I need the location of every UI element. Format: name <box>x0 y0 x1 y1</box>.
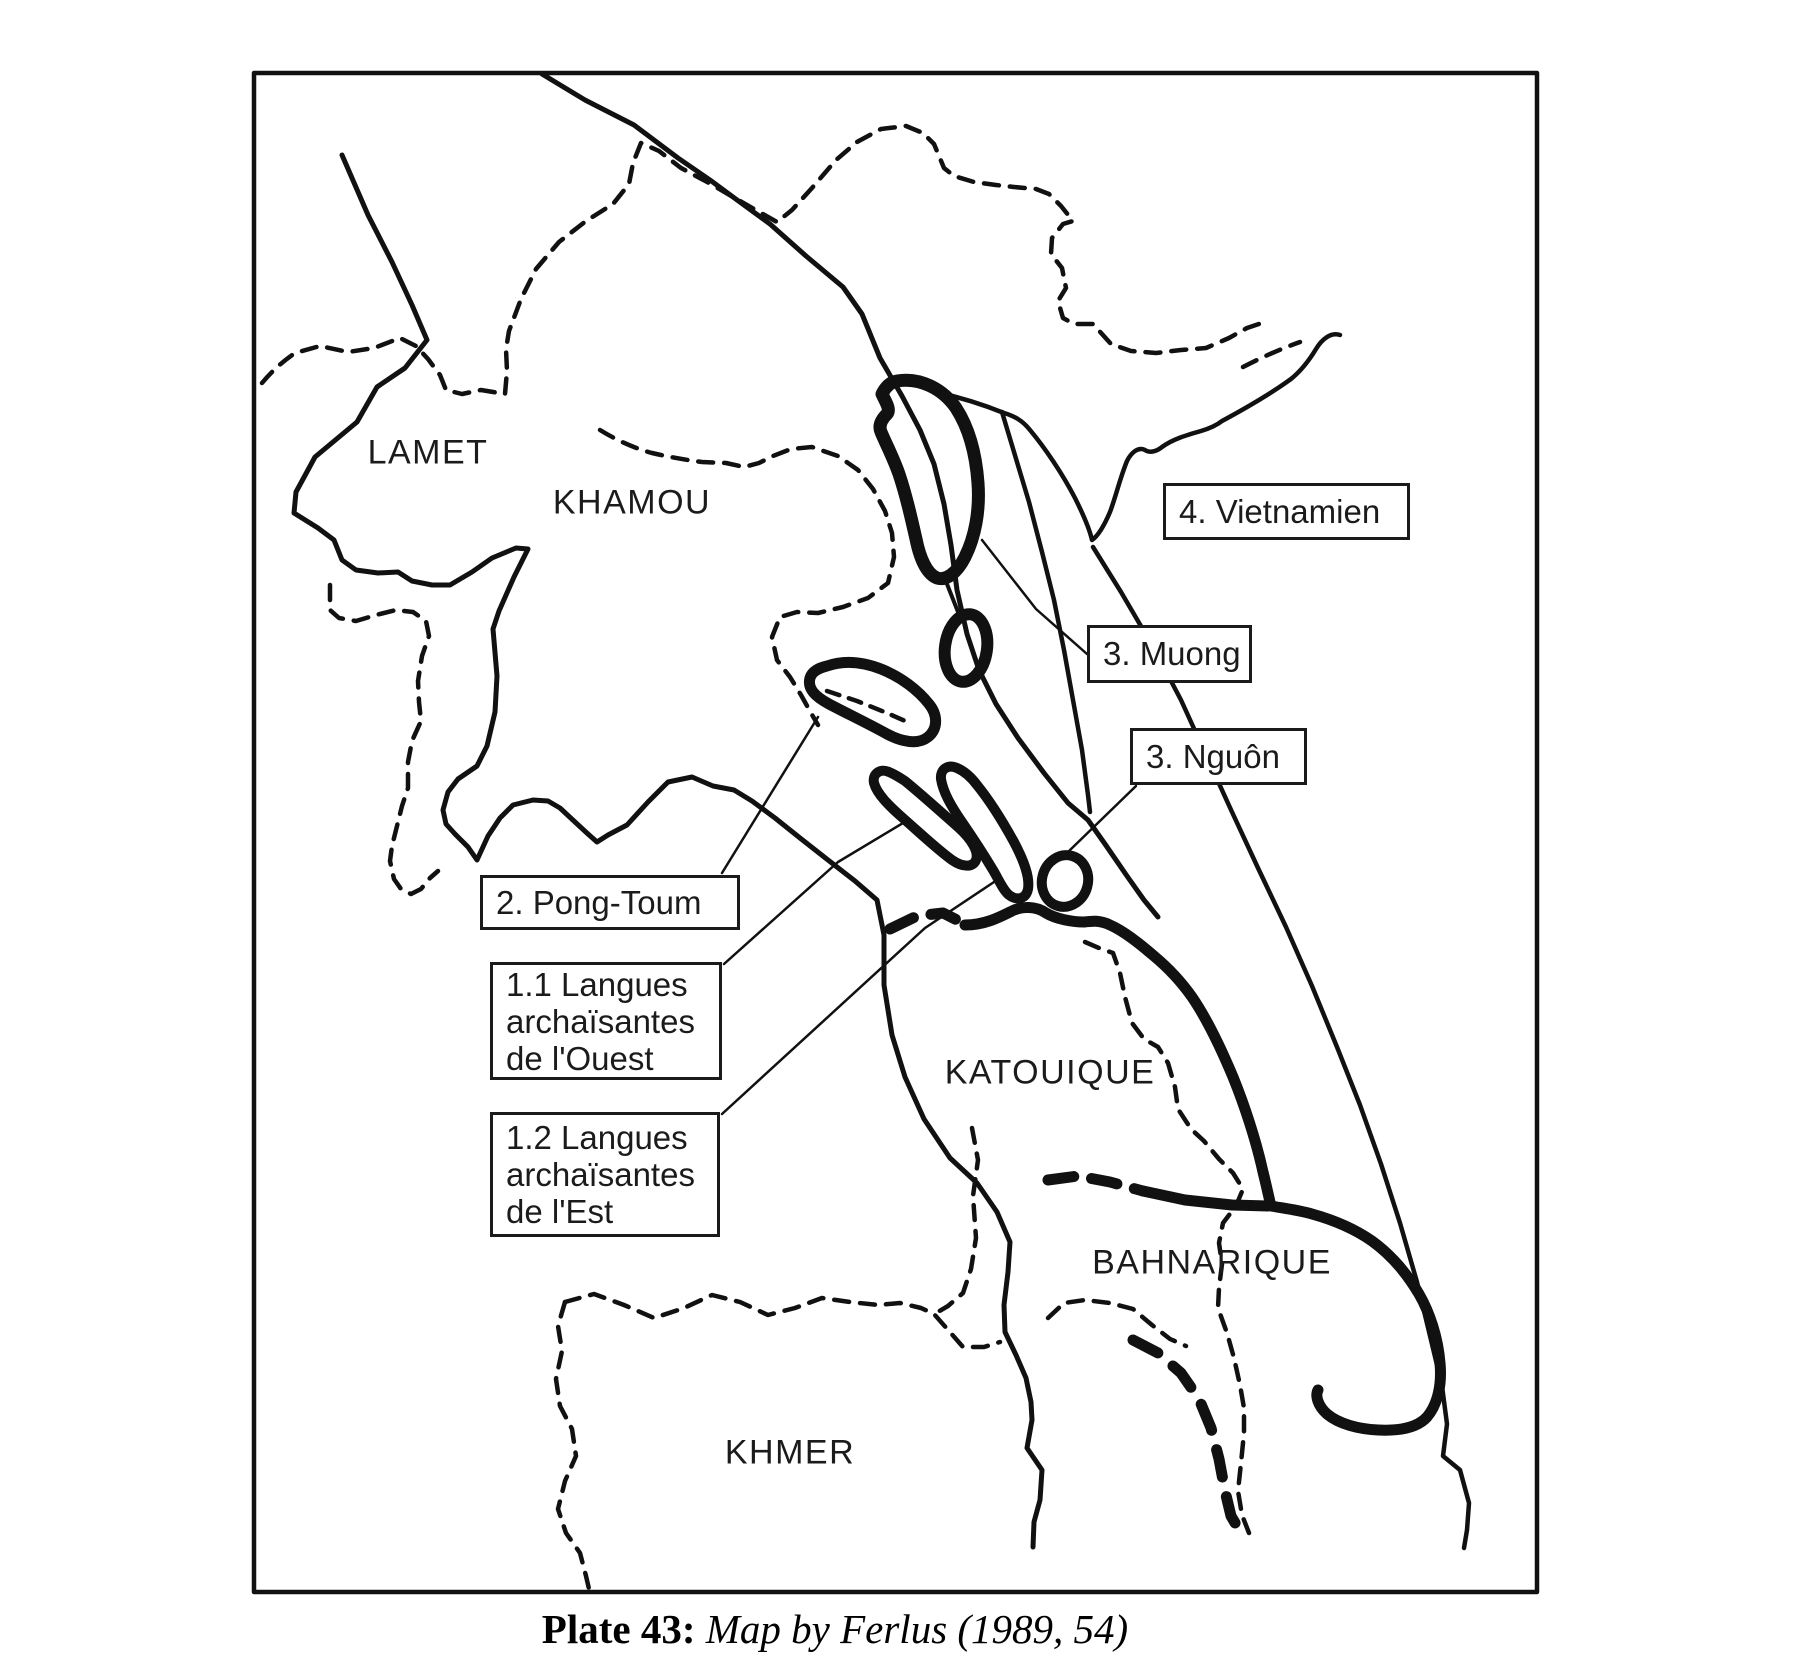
khmer-north-boundary-dashed <box>565 1294 1000 1347</box>
callout-langues-ouest-line1: 1.1 Langues <box>506 965 688 1003</box>
callout-langues-ouest <box>490 962 722 1080</box>
callout-muong-label: 3. Muong <box>1103 635 1241 672</box>
callout-vietnamien <box>1163 483 1410 540</box>
callout-pong-toum-label: 2. Pong-Toum <box>496 883 702 921</box>
region-label-khmer: KHMER <box>724 1433 856 1472</box>
callout-langues-est-line1: 1.2 Langues <box>506 1119 688 1156</box>
pong-toum-leader-line <box>722 717 818 873</box>
callout-langues-est <box>490 1112 720 1237</box>
map-frame <box>254 73 1537 1592</box>
khamou-east-boundary-dashed <box>600 430 894 725</box>
coastal-strip-inner-line <box>1002 412 1090 812</box>
pong-toum-area-blob <box>809 662 935 741</box>
vietnam-southeast-coastline <box>1093 547 1469 1548</box>
region-label-lamet: LAMET <box>367 433 489 472</box>
callout-vietnamien-label: 4. Vietnamien <box>1179 492 1381 530</box>
khmer-west-boundary-dashed <box>556 1302 589 1589</box>
coast-tail-dashed <box>1243 342 1300 367</box>
callout-pong-toum <box>480 875 740 930</box>
bahnarique-north-thick-solid <box>1143 1191 1268 1206</box>
langues-ouest-leader-line <box>724 820 908 964</box>
north-china-border-dashed <box>262 126 1262 394</box>
region-label-bahnarique: BAHNARIQUE <box>1092 1243 1332 1282</box>
katouique-bahnarique-thick-boundary <box>965 907 1440 1430</box>
region-label-katouique: KATOUIQUE <box>944 1053 1156 1092</box>
callout-langues-est-line3: de l'Est <box>506 1193 614 1230</box>
nguon-area-oval <box>1036 850 1094 912</box>
laos-west-south-border-mekong-river <box>294 155 1042 1547</box>
callout-nguon <box>1130 728 1307 785</box>
callout-muong <box>1087 625 1252 683</box>
langues-est-area-blob <box>941 767 1028 899</box>
plate-caption <box>542 1605 1128 1653</box>
katouique-bahnarique-dashed <box>1085 942 1249 1533</box>
muong-area-blob <box>880 380 978 578</box>
thailand-border-dashed <box>330 585 438 894</box>
region-label-khamou: KHAMOU <box>552 483 712 522</box>
callout-nguon-label: 3. Nguôn <box>1146 737 1280 775</box>
khmer-east-boundary-dashed <box>1048 1300 1186 1346</box>
plate-caption-label: Plate 43: <box>541 1606 696 1652</box>
muong-leader-line <box>982 540 1087 654</box>
callout-langues-ouest-line3: de l'Ouest <box>506 1039 654 1077</box>
mekong-parallel-dashed <box>936 1128 978 1313</box>
bahnarique-north-thick-dashed <box>1048 1176 1143 1191</box>
callout-langues-ouest-line2: archaïsantes <box>506 1002 695 1040</box>
bahnarique-south-thick-dashed <box>1133 1340 1244 1538</box>
plate-caption-text: Map by Ferlus (1989, 54) <box>695 1606 1129 1652</box>
callout-langues-est-line2: archaïsantes <box>506 1156 695 1193</box>
